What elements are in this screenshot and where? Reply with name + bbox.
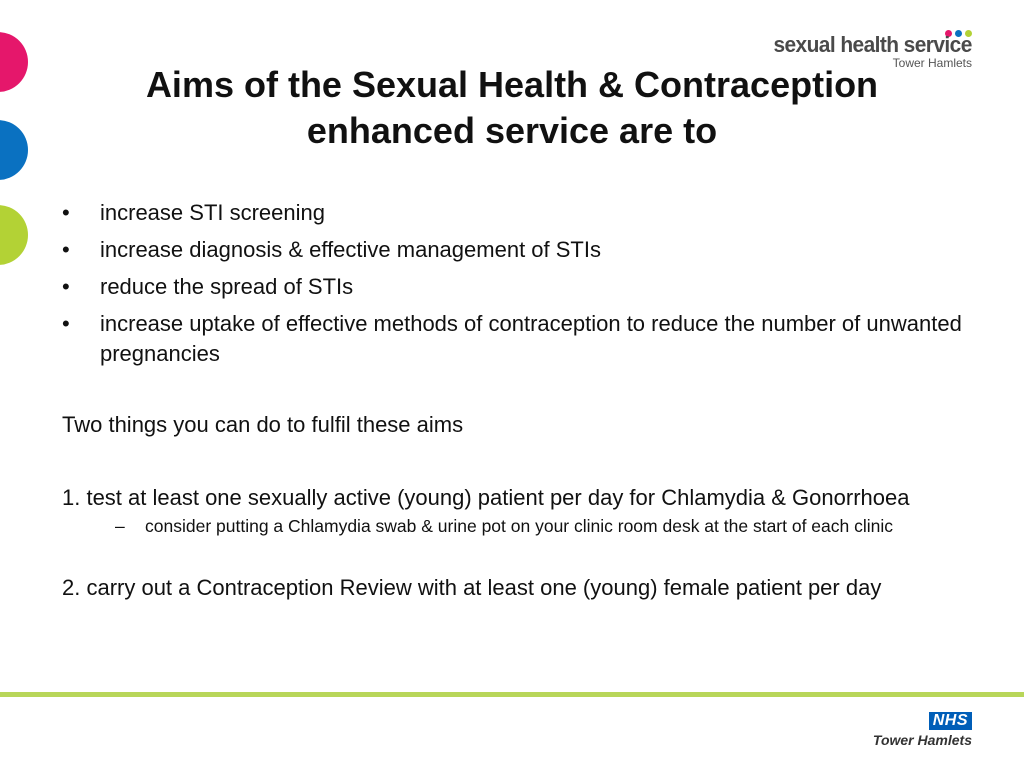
nhs-tower-hamlets-logo xyxy=(873,712,972,748)
two-things-heading: Two things you can do to fulfil these aims xyxy=(62,412,464,437)
footer-divider xyxy=(0,692,1024,697)
aim-bullet-item: • increase uptake of effective methods of contraception to reduce the number of unwanted pregnancies xyxy=(62,309,962,369)
slide-title-line-2: enhanced service are to xyxy=(306,110,718,151)
aim-bullet-item: • increase STI screening xyxy=(62,198,962,228)
logo-subtitle: Tower Hamlets xyxy=(892,56,972,70)
green-decorative-circle xyxy=(0,205,28,265)
nhs-badge: NHS xyxy=(929,712,972,730)
aim-bullet-item: • increase diagnosis & effective management of STIs xyxy=(62,235,962,265)
slide-title xyxy=(70,62,954,154)
action-item-1-sublist xyxy=(62,515,962,538)
aims-bullet-list xyxy=(62,198,962,369)
logo-brand-text: sexual health service xyxy=(773,32,972,57)
action-item-1: 1. test at least one sexually active (young) patient per day for Chlamydia & Gonorrhoea xyxy=(62,485,910,510)
pink-decorative-circle xyxy=(0,32,28,92)
slide-body xyxy=(62,198,962,603)
nhs-org-name: Tower Hamlets xyxy=(872,732,972,748)
aim-bullet-item: • reduce the spread of STIs xyxy=(62,272,962,302)
action-item-2: 2. carry out a Contraception Review with at least one (young) female patient per day xyxy=(62,575,882,600)
blue-decorative-circle xyxy=(0,120,28,180)
slide-title-line-1: Aims of the Sexual Health & Contraception xyxy=(145,64,879,105)
action-item-1-tip: – consider putting a Chlamydia swab & urine pot on your clinic room desk at the start of each clinic xyxy=(62,515,962,538)
